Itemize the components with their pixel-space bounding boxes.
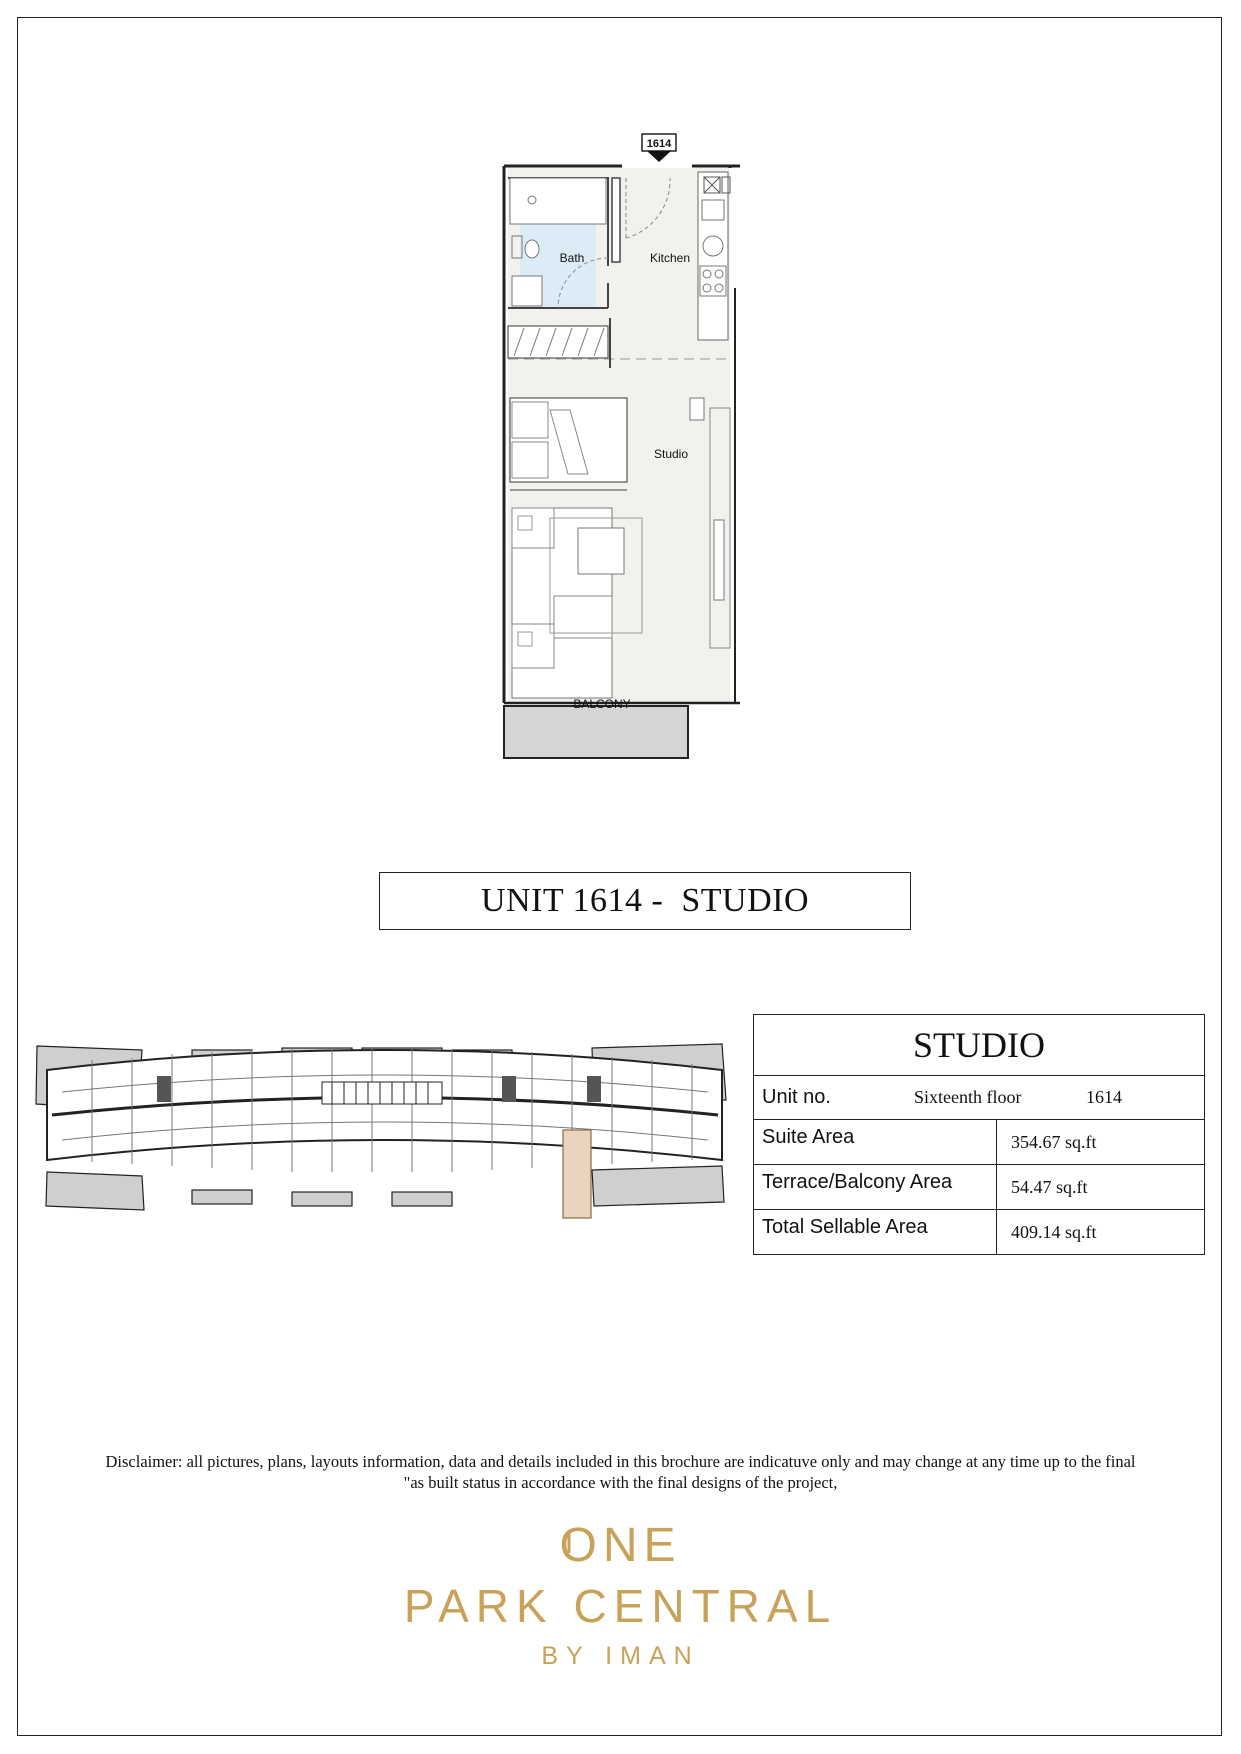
spec-row-value: 409.14 sq.ft (1011, 1222, 1097, 1242)
spec-heading: STUDIO (754, 1015, 1204, 1076)
disclaimer-line-1: Disclaimer: all pictures, plans, layouts information, data and details included in this brochure are indicatuve only and may change at any time up to the final (105, 1452, 1136, 1471)
spec-row (754, 1120, 1204, 1165)
brand-logo (0, 1520, 1241, 1671)
logo-one: ONE (559, 1519, 682, 1572)
spec-row-label: Total Sellable Area (754, 1210, 997, 1254)
spec-row-label: Terrace/Balcony Area (754, 1165, 997, 1209)
spec-row (754, 1210, 1204, 1254)
logo-key-icon (559, 1529, 581, 1557)
building-key-plan (32, 1040, 732, 1222)
unit-floor-plan (490, 128, 750, 760)
unit-no-label: Unit no. (762, 1086, 831, 1108)
spec-row-label: Suite Area (754, 1120, 997, 1164)
unit-number-value: 1614 (1086, 1087, 1122, 1107)
unit-tag-label: 1614 (646, 138, 672, 150)
unit-title: UNIT 1614 - STUDIO (379, 872, 911, 930)
spec-unit-row (754, 1076, 1204, 1120)
spec-row-value: 54.47 sq.ft (1011, 1177, 1088, 1197)
floor-value: Sixteenth floor (914, 1087, 1022, 1107)
room-label-kitchen: Kitchen (649, 251, 691, 265)
disclaimer-line-2: "as built status in accordance with the final designs of the project, (403, 1473, 838, 1492)
unit-tag (642, 134, 676, 162)
room-label-bath: Bath (559, 251, 585, 265)
room-label-studio: Studio (653, 447, 689, 461)
room-label-balcony: BALCONY (573, 697, 631, 711)
unit-specification-table (753, 1014, 1205, 1255)
disclaimer (70, 1451, 1171, 1493)
spec-row (754, 1165, 1204, 1210)
logo-by-iman: BY IMAN (541, 1642, 700, 1670)
balcony-area (504, 706, 688, 758)
logo-park-central: PARK CENTRAL (403, 1580, 838, 1632)
spec-row-value: 354.67 sq.ft (1011, 1132, 1097, 1152)
unit-location-highlight (563, 1130, 591, 1218)
